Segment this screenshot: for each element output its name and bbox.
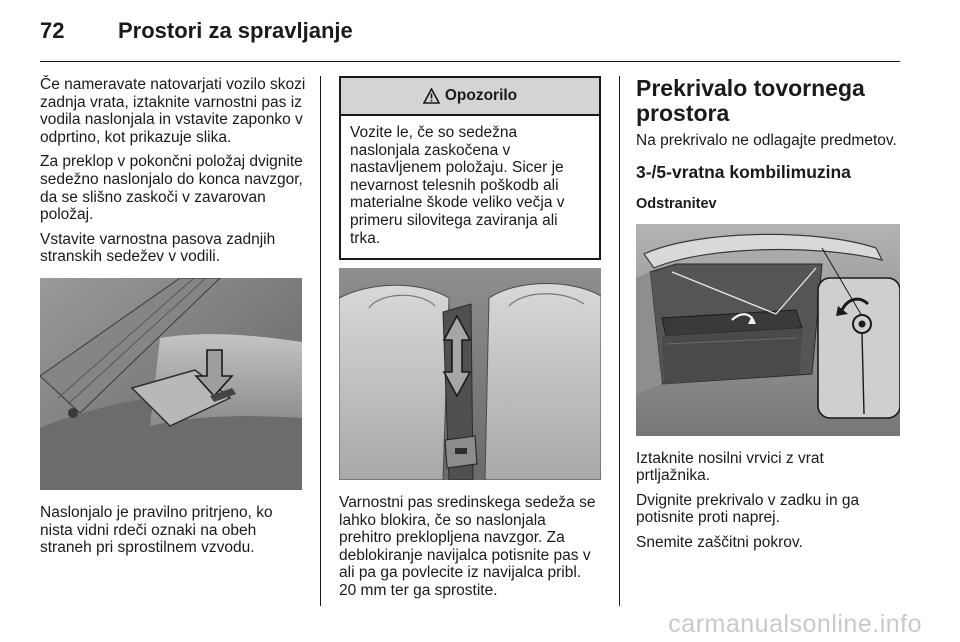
subsection-title: 3-/5-vratna kombilimuzina <box>636 161 851 182</box>
warning-triangle-icon <box>423 88 440 104</box>
section-title: Prekrivalo tovornega prostora <box>636 75 865 126</box>
column-middle <box>339 76 601 607</box>
paragraph-unhook-cords: Iztaknite nosilni vrvici z vrat prtljažnika. <box>636 449 824 485</box>
column-right <box>636 76 900 559</box>
paragraph-insert-belts: Vstavite varnostna pasova zadnjih stranskih sedežev v vodili. <box>40 230 276 266</box>
page-number: 72 <box>40 18 65 43</box>
paragraph-upright-position: Za preklop v pokončni položaj dvignite sedežno naslonjalo do konca navzgor, da se slišno zaskoči v zavarovan položaj. <box>40 153 303 224</box>
warning-text: Vozite le, če so sedežna naslonjala zaskočena v nastavljenem položaju. Sicer je nevarnost telesnih poškodb ali materialne škode veliko večja v primeru silovitega zaviranja ali trka. <box>350 124 565 247</box>
warning-box <box>339 76 601 260</box>
paragraph-center-belt-blocking: Varnostni pas sredinskega sedeža se lahko blokira, če so naslonjala prehitro preklopljena navzgor. Za deblokiranje navijalca potisnite pas v ali pa ga povlecite iz navijalca pribl. 20 mm ter ga sprostite. <box>339 494 596 599</box>
seat-belt-guide-illustration <box>40 278 302 490</box>
warning-title: Opozorilo <box>444 87 518 104</box>
paragraph-load-instructions: Če nameravate natovarjati vozilo skozi zadnja vrata, iztaknite varnostni pas iz vodila naslonjala in vstavite zaponko v odprtino, kot prikazuje slika. <box>40 76 306 146</box>
paragraph-correct-latching: Naslonjalo je pravilno pritrjeno, ko nista vidni rdeči oznaki na obeh straneh pri sprostilnem vzvodu. <box>40 503 273 557</box>
load-cover-removal-illustration <box>636 224 900 436</box>
header-rule <box>40 61 900 62</box>
watermark: carmanualsonline.info <box>668 610 922 638</box>
warning-header <box>341 78 599 116</box>
section-intro: Na prekrivalo ne odlagajte predmetov. <box>636 132 897 149</box>
column-left <box>40 76 306 564</box>
paragraph-remove-cap: Snemite zaščitni pokrov. <box>636 533 803 551</box>
page-header <box>40 18 900 58</box>
page-title: Prostori za spravljanje <box>118 18 353 43</box>
center-seat-belt-illustration <box>339 268 601 480</box>
column-divider-2 <box>619 76 620 606</box>
minor-title: Odstranitev <box>636 195 717 212</box>
paragraph-lift-cover: Dvignite prekrivalo v zadku in ga potisnite proti naprej. <box>636 491 860 527</box>
column-divider-1 <box>320 76 321 606</box>
